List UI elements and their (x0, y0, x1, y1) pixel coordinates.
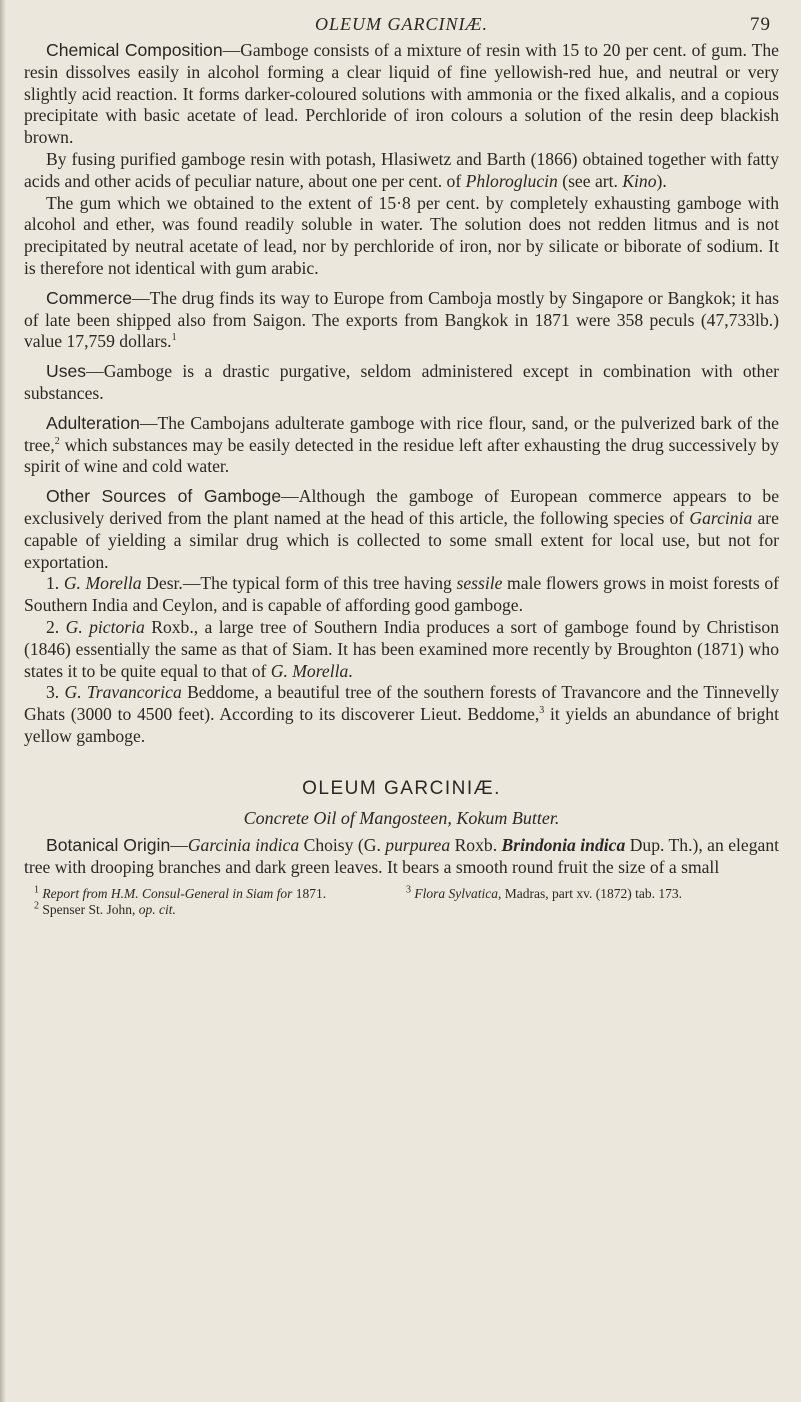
species-item-2: 2. G. pictoria Roxb., a large tree of Southern India produces a sort of gamboge found by Christison (1846) essentially the same as that of Siam. It has been examined more recently by Broughton (1871) who states it to be quite equal to that of G. Morella. (24, 616, 780, 681)
gum-paragraph: The gum which we obtained to the extent of 15·8 per cent. by completely exhausting gamboge with alcohol and ether, was found readily soluble in water. The solution does not redden litmus and is not precipitated by neutral acetate of lead, nor by perchloride of iron, nor by silicate or biborate of sodium. It is therefore not identical with gum arabic. (24, 192, 779, 278)
footnote-ref: 2 (54, 435, 60, 447)
page-body (24, 40, 779, 878)
species-item-1: 1. G. Morella Desr.—The typical form of this tree having sessile male flowers grows in moist forests of Southern India and Ceylon, and is capable of affording good gamboge. (24, 573, 780, 616)
other-sources-heading: Other Sources of Gamboge (46, 486, 282, 507)
page-edge-shadow (0, 0, 6, 1402)
footnote-2: $^2$ Spenser St. John, op. cit. (34, 900, 176, 918)
footnotes-right-column (394, 886, 682, 918)
adulteration-paragraph: Adulteration—The Cambojans adulterate gamboge with rice flour, sand, or the pulverized bark of the tree,$^2$ which substances may be easily detected in the residue left after exhausting the drug successively by spirit of wine and cold water. (24, 412, 779, 477)
running-head (24, 14, 779, 40)
botanical-origin-paragraph: Botanical Origin—Garcinia indica Choisy (G. purpurea Roxb. Brindonia indica Dup. Th.), an elegant tree with drooping branches and dark green leaves. It bears a smooth round fruit the size of a small (24, 834, 780, 877)
uses-heading: Uses (46, 361, 87, 382)
page-number: 79 (750, 14, 771, 35)
commerce-paragraph: Commerce—The drug finds its way to Europe from Camboja mostly by Singapore or Bangkok; it has of late been shipped also from Saigon. The exports from Bangkok in 1871 were 358 peculs (47,733lb.) value 17,759 dollars.$^1$ (24, 287, 779, 352)
footnote-ref: 3 (539, 705, 545, 717)
other-sources-paragraph: Other Sources of Gamboge—Although the gamboge of European commerce appears to be exclusively derived from the plant named at the head of this article, the following species of Garcinia are capable of yielding a similar drug which is collected to some small extent for local use, but not for exportation. (24, 486, 780, 572)
running-head-title: OLEUM GARCINIÆ. (315, 14, 488, 34)
chemical-composition-heading: Chemical Composition (46, 40, 223, 60)
footnotes (24, 886, 779, 918)
footnote-ref: 1 (171, 332, 177, 344)
section-title: OLEUM GARCINIÆ. (302, 777, 501, 799)
footnote-3: $^3$ Flora Sylvatica, Madras, part xv. (1872) tab. 173. (406, 884, 682, 902)
footnote-1: $^1$ Report from H.M. Consul-General in Siam for 1871. (34, 884, 327, 902)
phloroglucin-paragraph: By fusing purified gamboge resin with potash, Hlasiwetz and Barth (1866) obtained together with fatty acids and other acids of peculiar nature, about one per cent. of Phloroglucin (see art. Kino). (24, 148, 779, 191)
commerce-heading: Commerce (46, 287, 133, 308)
chemical-composition-paragraph: Chemical Composition—Gamboge consists of a mixture of resin with 15 to 20 per cent. of gum. The resin dissolves easily in alcohol forming a clear liquid of fine yellowish-red hue, and neutral or very slightly acid reaction. It forms darker-coloured solutions with ammonia or the fixed alkalis, and a copious precipitate with basic acetate of lead. Perchloride of iron colours a solution of the resin deep blackish brown. (24, 40, 779, 148)
footnotes-left-column (24, 886, 394, 918)
adulteration-heading: Adulteration (46, 412, 140, 433)
uses-paragraph: Uses—Gamboge is a drastic purgative, seldom administered except in combination with other substances. (24, 361, 779, 403)
section-subtitle: Concrete Oil of Mangosteen, Kokum Butter. (243, 807, 560, 828)
botanical-origin-heading: Botanical Origin (46, 834, 171, 855)
species-item-3: 3. G. Travancorica Beddome, a beautiful tree of the southern forests of Travancore and the Tinnevelly Ghats (3000 to 4500 feet). According to its discoverer Lieut. Beddome,$^3$ it yields an abundance of bright yellow gamboge. (24, 682, 780, 746)
